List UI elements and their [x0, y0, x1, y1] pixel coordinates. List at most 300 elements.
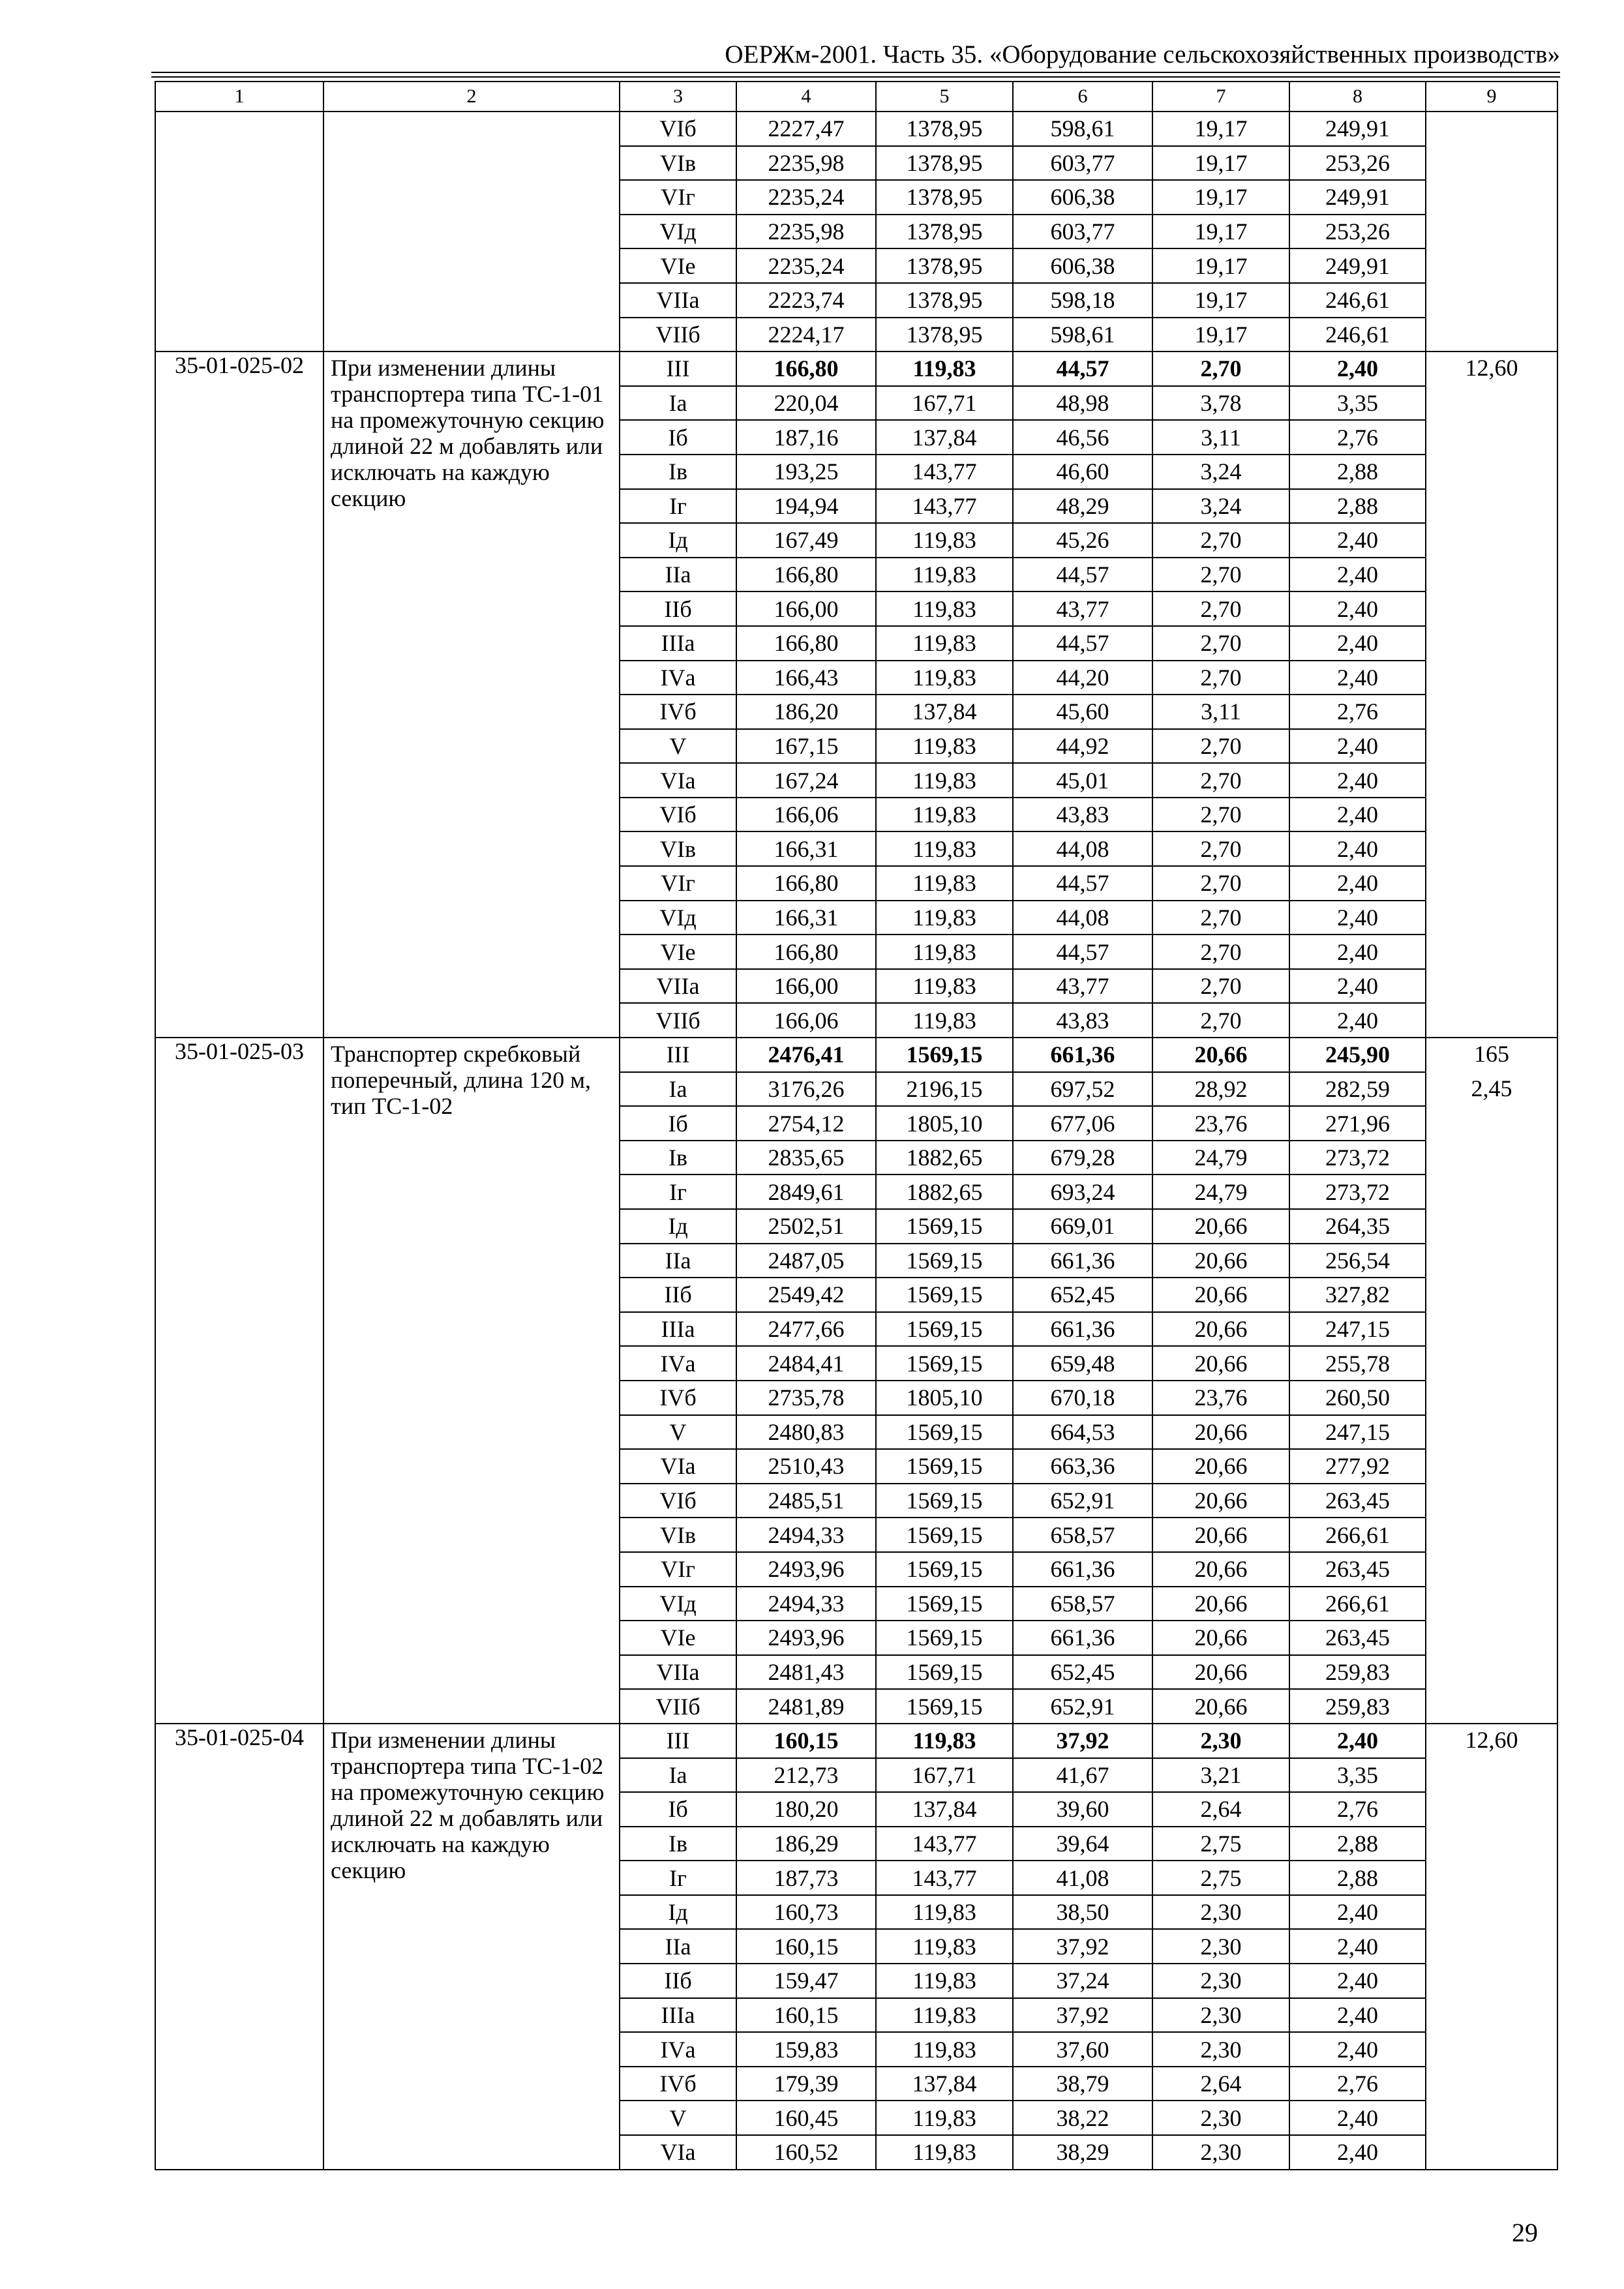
value-cell: 20,66: [1152, 1312, 1289, 1347]
value-cell: 20,66: [1152, 1038, 1289, 1072]
zone-cell: IVа: [620, 2032, 736, 2067]
value-cell: 186,20: [736, 695, 876, 729]
value-cell: 1569,15: [876, 1312, 1013, 1347]
value-cell: 119,83: [876, 1895, 1013, 1930]
value-cell: 2,40: [1289, 1964, 1426, 1998]
value-cell: 1569,15: [876, 1209, 1013, 1244]
value-cell: 3,24: [1152, 489, 1289, 524]
value-cell: 44,92: [1013, 729, 1152, 764]
value-cell: 166,43: [736, 661, 876, 695]
value-cell: 2,40: [1289, 2101, 1426, 2135]
table-row: [155, 352, 1557, 386]
zone-cell: VIг: [620, 180, 736, 215]
value-cell: 2,64: [1152, 1792, 1289, 1827]
value-cell: 2502,51: [736, 1209, 876, 1244]
extra-value: 12,60: [1465, 355, 1518, 382]
value-cell: 2227,47: [736, 112, 876, 146]
value-cell: 245,90: [1289, 1038, 1426, 1072]
value-cell: 661,36: [1013, 1312, 1152, 1347]
zone-cell: IIб: [620, 1278, 736, 1312]
zone-cell: VIе: [620, 1621, 736, 1655]
zone-cell: IIIа: [620, 1312, 736, 1347]
value-cell: 119,83: [876, 2032, 1013, 2067]
value-cell: 2,70: [1152, 1003, 1289, 1038]
value-cell: 44,57: [1013, 352, 1152, 386]
value-cell: 1378,95: [876, 283, 1013, 318]
value-cell: 2,88: [1289, 1861, 1426, 1895]
extra-value: 12,60: [1465, 1726, 1518, 1753]
value-cell: 2,70: [1152, 591, 1289, 626]
value-cell: 2,40: [1289, 831, 1426, 866]
value-cell: 20,66: [1152, 1278, 1289, 1312]
column-number: 1: [155, 82, 323, 112]
value-cell: 44,57: [1013, 626, 1152, 661]
value-cell: 166,80: [736, 352, 876, 386]
value-cell: 166,00: [736, 969, 876, 1004]
value-cell: 3,78: [1152, 386, 1289, 421]
value-cell: 2494,33: [736, 1518, 876, 1552]
value-cell: 2735,78: [736, 1381, 876, 1415]
value-cell: 166,06: [736, 798, 876, 832]
value-cell: 282,59: [1289, 1072, 1426, 1107]
zone-cell: Iд: [620, 1895, 736, 1930]
value-cell: 2,40: [1289, 866, 1426, 901]
value-cell: 44,08: [1013, 831, 1152, 866]
value-cell: 41,08: [1013, 1861, 1152, 1895]
zone-cell: VIв: [620, 1518, 736, 1552]
value-cell: 1569,15: [876, 1587, 1013, 1621]
value-cell: 263,45: [1289, 1621, 1426, 1655]
value-cell: 20,66: [1152, 1518, 1289, 1552]
value-cell: 2,70: [1152, 901, 1289, 935]
extra-value-cell: [1426, 1724, 1557, 2170]
value-cell: 28,92: [1152, 1072, 1289, 1107]
value-cell: 39,60: [1013, 1792, 1152, 1827]
value-cell: 2,40: [1289, 523, 1426, 558]
value-cell: 2,30: [1152, 2032, 1289, 2067]
value-cell: 661,36: [1013, 1038, 1152, 1072]
value-cell: 37,92: [1013, 1998, 1152, 2033]
value-cell: 2235,24: [736, 180, 876, 215]
zone-cell: VIв: [620, 146, 736, 181]
value-cell: 2,70: [1152, 626, 1289, 661]
zone-cell: VIIб: [620, 1003, 736, 1038]
value-cell: 677,06: [1013, 1106, 1152, 1141]
value-cell: 44,08: [1013, 901, 1152, 935]
value-cell: 166,80: [736, 866, 876, 901]
value-cell: 2,40: [1289, 1998, 1426, 2033]
value-cell: 159,47: [736, 1964, 876, 1998]
value-cell: 1378,95: [876, 112, 1013, 146]
zone-cell: IVб: [620, 2067, 736, 2101]
zone-cell: VIIб: [620, 318, 736, 352]
value-cell: 119,83: [876, 1929, 1013, 1964]
value-cell: 2,40: [1289, 729, 1426, 764]
value-cell: 3,35: [1289, 386, 1426, 421]
value-cell: 2,30: [1152, 2101, 1289, 2135]
value-cell: 44,20: [1013, 661, 1152, 695]
table-body: [155, 82, 1557, 2170]
value-cell: 166,00: [736, 591, 876, 626]
value-cell: 187,16: [736, 420, 876, 455]
value-cell: 20,66: [1152, 1346, 1289, 1381]
value-cell: 43,83: [1013, 1003, 1152, 1038]
extra-value-cell: [1426, 1038, 1557, 1724]
norm-code: 35-01-025-02: [155, 352, 323, 1038]
page-header: ОЕРЖм-2001. Часть 35. «Оборудование сельскохозяйственных производств»: [725, 40, 1560, 68]
value-cell: 3,21: [1152, 1758, 1289, 1793]
zone-cell: VIIа: [620, 283, 736, 318]
value-cell: 2,40: [1289, 1724, 1426, 1758]
value-cell: 1378,95: [876, 146, 1013, 181]
value-cell: 37,60: [1013, 2032, 1152, 2067]
zone-cell: IIб: [620, 1964, 736, 1998]
value-cell: 24,79: [1152, 1174, 1289, 1209]
column-number: 2: [323, 82, 620, 112]
value-cell: 2510,43: [736, 1449, 876, 1484]
value-cell: 1569,15: [876, 1655, 1013, 1690]
value-cell: 119,83: [876, 1964, 1013, 1998]
zone-cell: III: [620, 352, 736, 386]
value-cell: 2,70: [1152, 352, 1289, 386]
header-rule-second: [151, 76, 1560, 78]
value-cell: 43,83: [1013, 798, 1152, 832]
value-cell: 159,83: [736, 2032, 876, 2067]
zone-cell: VIб: [620, 798, 736, 832]
value-cell: 658,57: [1013, 1518, 1152, 1552]
value-cell: 2,40: [1289, 798, 1426, 832]
value-cell: 38,79: [1013, 2067, 1152, 2101]
zone-cell: VIд: [620, 901, 736, 935]
value-cell: 160,45: [736, 2101, 876, 2135]
value-cell: 1805,10: [876, 1381, 1013, 1415]
value-cell: 2,40: [1289, 1895, 1426, 1930]
value-cell: 697,52: [1013, 1072, 1152, 1107]
value-cell: 19,17: [1152, 180, 1289, 215]
value-cell: 160,52: [736, 2135, 876, 2170]
value-cell: 186,29: [736, 1827, 876, 1861]
value-cell: 38,29: [1013, 2135, 1152, 2170]
value-cell: 45,26: [1013, 523, 1152, 558]
value-cell: 160,73: [736, 1895, 876, 1930]
value-cell: 679,28: [1013, 1141, 1152, 1175]
value-cell: 2,70: [1152, 763, 1289, 798]
value-cell: 20,66: [1152, 1621, 1289, 1655]
zone-cell: VIд: [620, 215, 736, 249]
value-cell: 264,35: [1289, 1209, 1426, 1244]
column-number: 7: [1152, 82, 1289, 112]
value-cell: 46,60: [1013, 455, 1152, 489]
zone-cell: Iб: [620, 1792, 736, 1827]
value-cell: 45,01: [1013, 763, 1152, 798]
value-cell: 212,73: [736, 1758, 876, 1793]
value-cell: 19,17: [1152, 112, 1289, 146]
zone-cell: IIIа: [620, 626, 736, 661]
zone-cell: VIа: [620, 2135, 736, 2170]
value-cell: 2,40: [1289, 969, 1426, 1004]
value-cell: 2,70: [1152, 558, 1289, 592]
zone-cell: III: [620, 1038, 736, 1072]
value-cell: 119,83: [876, 831, 1013, 866]
value-cell: 2,88: [1289, 455, 1426, 489]
value-cell: 2235,98: [736, 215, 876, 249]
value-cell: 20,66: [1152, 1449, 1289, 1484]
value-cell: 179,39: [736, 2067, 876, 2101]
value-cell: 652,45: [1013, 1278, 1152, 1312]
page-number: 29: [1512, 2218, 1538, 2247]
value-cell: 23,76: [1152, 1106, 1289, 1141]
value-cell: 119,83: [876, 729, 1013, 764]
value-cell: 38,50: [1013, 1895, 1152, 1930]
value-cell: 1378,95: [876, 215, 1013, 249]
zone-cell: VIг: [620, 1552, 736, 1587]
value-cell: 20,66: [1152, 1244, 1289, 1278]
zone-cell: VIа: [620, 763, 736, 798]
value-cell: 1569,15: [876, 1278, 1013, 1312]
value-cell: 3,11: [1152, 420, 1289, 455]
value-cell: 1378,95: [876, 318, 1013, 352]
zone-cell: IVб: [620, 1381, 736, 1415]
value-cell: 2,40: [1289, 558, 1426, 592]
value-cell: 143,77: [876, 489, 1013, 524]
zone-cell: IVб: [620, 695, 736, 729]
value-cell: 273,72: [1289, 1174, 1426, 1209]
value-cell: 37,92: [1013, 1724, 1152, 1758]
value-cell: 44,57: [1013, 866, 1152, 901]
zone-cell: IVа: [620, 661, 736, 695]
value-cell: 2,30: [1152, 1724, 1289, 1758]
value-cell: 2,88: [1289, 489, 1426, 524]
value-cell: 603,77: [1013, 146, 1152, 181]
value-cell: 119,83: [876, 763, 1013, 798]
value-cell: 2493,96: [736, 1621, 876, 1655]
value-cell: 2,40: [1289, 661, 1426, 695]
value-cell: 37,24: [1013, 1964, 1152, 1998]
value-cell: 266,61: [1289, 1587, 1426, 1621]
value-cell: 661,36: [1013, 1621, 1152, 1655]
zone-cell: Iв: [620, 1827, 736, 1861]
value-cell: 166,06: [736, 1003, 876, 1038]
value-cell: 137,84: [876, 1792, 1013, 1827]
value-cell: 263,45: [1289, 1484, 1426, 1518]
table-row: [155, 1724, 1557, 1758]
value-cell: 160,15: [736, 1998, 876, 2033]
value-cell: 2,30: [1152, 1895, 1289, 1930]
value-cell: 1569,15: [876, 1449, 1013, 1484]
value-cell: 166,80: [736, 558, 876, 592]
value-cell: 1569,15: [876, 1415, 1013, 1450]
value-cell: 193,25: [736, 455, 876, 489]
value-cell: 119,83: [876, 798, 1013, 832]
value-cell: 143,77: [876, 1861, 1013, 1895]
value-cell: 44,57: [1013, 558, 1152, 592]
column-number: 6: [1013, 82, 1152, 112]
value-cell: 2,30: [1152, 1964, 1289, 1998]
value-cell: 167,15: [736, 729, 876, 764]
norm-code: 35-01-025-03: [155, 1038, 323, 1724]
value-cell: 327,82: [1289, 1278, 1426, 1312]
value-cell: 119,83: [876, 352, 1013, 386]
value-cell: 2754,12: [736, 1106, 876, 1141]
extra-value-cell: [1426, 352, 1557, 1038]
value-cell: 3,11: [1152, 695, 1289, 729]
value-cell: 1569,15: [876, 1621, 1013, 1655]
value-cell: 253,26: [1289, 215, 1426, 249]
value-cell: 2835,65: [736, 1141, 876, 1175]
zone-cell: III: [620, 1724, 736, 1758]
value-cell: 2224,17: [736, 318, 876, 352]
value-cell: 45,60: [1013, 695, 1152, 729]
value-cell: 166,80: [736, 935, 876, 969]
value-cell: 43,77: [1013, 969, 1152, 1004]
value-cell: 2,40: [1289, 2032, 1426, 2067]
value-cell: 606,38: [1013, 180, 1152, 215]
norm-description: При изменении длины транспортера типа ТС-1-01 на промежуточную секцию длиной 22 м добавлять или исключать на каждую секцию: [323, 352, 620, 1038]
zone-cell: Iд: [620, 1209, 736, 1244]
zone-cell: VIб: [620, 112, 736, 146]
zone-cell: Iг: [620, 1174, 736, 1209]
value-cell: 187,73: [736, 1861, 876, 1895]
value-cell: 603,77: [1013, 215, 1152, 249]
norm-code: [155, 112, 323, 352]
value-cell: 2,40: [1289, 1003, 1426, 1038]
value-cell: 2235,24: [736, 248, 876, 283]
column-number-row: [155, 82, 1557, 112]
value-cell: 2,64: [1152, 2067, 1289, 2101]
value-cell: 167,49: [736, 523, 876, 558]
value-cell: 2,70: [1152, 935, 1289, 969]
value-cell: 661,36: [1013, 1244, 1152, 1278]
value-cell: 24,79: [1152, 1141, 1289, 1175]
value-cell: 693,24: [1013, 1174, 1152, 1209]
extra-value-cell: [1426, 112, 1557, 352]
value-cell: 119,83: [876, 935, 1013, 969]
value-cell: 1569,15: [876, 1518, 1013, 1552]
value-cell: 23,76: [1152, 1381, 1289, 1415]
value-cell: 19,17: [1152, 146, 1289, 181]
value-cell: 670,18: [1013, 1381, 1152, 1415]
value-cell: 2,70: [1152, 523, 1289, 558]
value-cell: 119,83: [876, 591, 1013, 626]
value-cell: 1882,65: [876, 1141, 1013, 1175]
zone-cell: VIа: [620, 1449, 736, 1484]
value-cell: 598,61: [1013, 318, 1152, 352]
value-cell: 39,64: [1013, 1827, 1152, 1861]
value-cell: 669,01: [1013, 1209, 1152, 1244]
value-cell: 143,77: [876, 1827, 1013, 1861]
value-cell: 166,31: [736, 831, 876, 866]
value-cell: 249,91: [1289, 112, 1426, 146]
value-cell: 2235,98: [736, 146, 876, 181]
value-cell: 119,83: [876, 523, 1013, 558]
table-row: [155, 112, 1557, 146]
value-cell: 1569,15: [876, 1244, 1013, 1278]
value-cell: 160,15: [736, 1929, 876, 1964]
value-cell: 38,22: [1013, 2101, 1152, 2135]
value-cell: 19,17: [1152, 248, 1289, 283]
table-row: [155, 1038, 1557, 1072]
zone-cell: Iв: [620, 1141, 736, 1175]
value-cell: 249,91: [1289, 248, 1426, 283]
value-cell: 20,66: [1152, 1209, 1289, 1244]
value-cell: 2,70: [1152, 969, 1289, 1004]
value-cell: 2480,83: [736, 1415, 876, 1450]
zone-cell: V: [620, 2101, 736, 2135]
zone-cell: V: [620, 1415, 736, 1450]
value-cell: 664,53: [1013, 1415, 1152, 1450]
zone-cell: IIа: [620, 1929, 736, 1964]
value-cell: 2481,43: [736, 1655, 876, 1690]
value-cell: 266,61: [1289, 1518, 1426, 1552]
zone-cell: Iа: [620, 1758, 736, 1793]
value-cell: 3176,26: [736, 1072, 876, 1107]
zone-cell: Iб: [620, 420, 736, 455]
zone-cell: VIе: [620, 935, 736, 969]
value-cell: 119,83: [876, 1003, 1013, 1038]
zone-cell: IIIа: [620, 1998, 736, 2033]
value-cell: 246,61: [1289, 318, 1426, 352]
column-number: 5: [876, 82, 1013, 112]
norm-description: Транспортер скребковый поперечный, длина 120 м, тип ТС-1-02: [323, 1038, 620, 1724]
value-cell: 2,40: [1289, 352, 1426, 386]
value-cell: 2,40: [1289, 901, 1426, 935]
value-cell: 659,48: [1013, 1346, 1152, 1381]
value-cell: 2493,96: [736, 1552, 876, 1587]
value-cell: 46,56: [1013, 420, 1152, 455]
value-cell: 249,91: [1289, 180, 1426, 215]
value-cell: 119,83: [876, 2135, 1013, 2170]
value-cell: 652,91: [1013, 1689, 1152, 1724]
value-cell: 247,15: [1289, 1312, 1426, 1347]
value-cell: 167,71: [876, 386, 1013, 421]
value-cell: 259,83: [1289, 1689, 1426, 1724]
extra-value: 165: [1474, 1041, 1509, 1068]
zone-cell: VIIб: [620, 1689, 736, 1724]
value-cell: 598,61: [1013, 112, 1152, 146]
value-cell: 652,45: [1013, 1655, 1152, 1690]
value-cell: 2,76: [1289, 2067, 1426, 2101]
zone-cell: VIIа: [620, 1655, 736, 1690]
value-cell: 194,94: [736, 489, 876, 524]
value-cell: 2487,05: [736, 1244, 876, 1278]
value-cell: 167,24: [736, 763, 876, 798]
value-cell: 2,70: [1152, 831, 1289, 866]
value-cell: 1569,15: [876, 1346, 1013, 1381]
value-cell: 44,57: [1013, 935, 1152, 969]
value-cell: 2,30: [1152, 1929, 1289, 1964]
value-cell: 2,70: [1152, 798, 1289, 832]
value-cell: 2196,15: [876, 1072, 1013, 1107]
value-cell: 1569,15: [876, 1484, 1013, 1518]
value-cell: 2,75: [1152, 1827, 1289, 1861]
value-cell: 1569,15: [876, 1038, 1013, 1072]
value-cell: 119,83: [876, 1724, 1013, 1758]
value-cell: 41,67: [1013, 1758, 1152, 1793]
value-cell: 137,84: [876, 2067, 1013, 2101]
value-cell: 119,83: [876, 901, 1013, 935]
value-cell: 271,96: [1289, 1106, 1426, 1141]
value-cell: 658,57: [1013, 1587, 1152, 1621]
value-cell: 2484,41: [736, 1346, 876, 1381]
value-cell: 2,75: [1152, 1861, 1289, 1895]
value-cell: 20,66: [1152, 1484, 1289, 1518]
value-cell: 137,84: [876, 695, 1013, 729]
value-cell: 2,70: [1152, 661, 1289, 695]
value-cell: 2,30: [1152, 2135, 1289, 2170]
value-cell: 2849,61: [736, 1174, 876, 1209]
zone-cell: VIд: [620, 1587, 736, 1621]
value-cell: 2494,33: [736, 1587, 876, 1621]
